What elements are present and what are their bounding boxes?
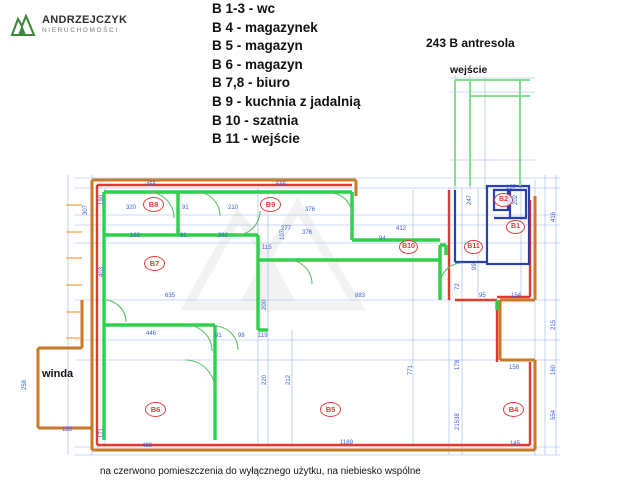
legend-item-b5: B 5 - magazyn (212, 38, 303, 54)
dimension-label: 154 (511, 293, 522, 299)
dimension-label-vertical: 771 (408, 364, 414, 375)
dimension-label-vertical: 178 (455, 359, 461, 370)
dimension-label-vertical: 215 (551, 319, 557, 330)
dimension-label: 262 (218, 233, 229, 239)
legend-item-b4: B 4 - magazynek (212, 19, 318, 35)
dimension-label-vertical: 403 (99, 266, 105, 277)
dimension-label: 488 (142, 443, 153, 449)
dimension-label: 210 (228, 205, 239, 211)
dimension-label: 158 (509, 365, 520, 371)
dimension-label: 94 (379, 236, 386, 242)
room-tag-b9: B9 (260, 197, 281, 212)
dimension-label: 277 (281, 226, 292, 232)
room-tag-b10: B10 (399, 240, 418, 254)
dimension-label: 145 (510, 441, 521, 447)
dimension-label: 1189 (340, 440, 353, 446)
dimension-label: 320 (126, 205, 137, 211)
room-tag-b2: B2 (494, 193, 513, 207)
dimension-label-vertical: 258 (22, 379, 28, 390)
room-tag-b5: B5 (320, 402, 341, 417)
dimension-label: 91 (215, 333, 222, 339)
dimension-label-vertical: 220 (262, 374, 268, 385)
legend-item-b9: B 9 - kuchnia z jadalnią (212, 93, 361, 109)
logo-title: ANDRZEJCZYK (42, 14, 128, 27)
dimension-label: 95 (479, 293, 486, 299)
dimension-label-vertical: 38 (455, 413, 461, 420)
dimension-label-vertical: 107 (280, 229, 286, 240)
dimension-label-vertical: 72 (455, 283, 461, 290)
room-tag-b11: B11 (464, 240, 483, 254)
dimension-label: 137 (506, 185, 517, 191)
dimension-label: 98 (238, 333, 245, 339)
room-tag-b7: B7 (144, 256, 165, 271)
dimension-label: 119 (258, 333, 268, 339)
dimension-label: 412 (396, 226, 407, 232)
dimension-label-vertical: 247 (467, 194, 473, 205)
footer-note: na czerwono pomieszczenia do wyłącznego użytku, na niebiesko wspólne (100, 466, 421, 477)
dimension-label-vertical: 171 (99, 427, 105, 438)
dimension-label: 185 (62, 427, 73, 433)
dimension-label-vertical: 160 (551, 364, 557, 375)
dimension-label: 91 (180, 233, 187, 239)
dimension-label: 162 (130, 233, 141, 239)
dimension-label-vertical: 307 (83, 204, 89, 215)
room-tag-b1: B1 (506, 220, 525, 234)
dimension-label-vertical: 202 (513, 194, 519, 205)
dimension-label: 91 (182, 205, 189, 211)
dimension-label-vertical: 215 (455, 419, 461, 430)
dimension-label-vertical: 200 (262, 299, 268, 310)
room-tag-b8: B8 (143, 197, 164, 212)
dimension-label: 455 (146, 182, 157, 188)
entrance-label: wejście (450, 64, 488, 76)
dimension-label: 376 (302, 230, 313, 236)
elevator-label: winda (42, 368, 74, 380)
legend-item-b10: B 10 - szatnia (212, 112, 299, 128)
dimension-label-vertical: 99 (472, 263, 478, 270)
dimension-label: 883 (355, 293, 366, 299)
dimension-label-vertical: 190 (99, 194, 105, 205)
dimension-label: 585 (276, 182, 287, 188)
dimension-label-vertical: 212 (286, 374, 292, 385)
dimension-label: 446 (146, 331, 157, 337)
legend-item-b78: B 7,8 - biuro (212, 75, 291, 91)
legend-item-b11: B 11 - wejście (212, 131, 300, 147)
dimension-label: 635 (165, 293, 176, 299)
dimension-label: 115 (262, 245, 272, 251)
room-tag-b6: B6 (145, 402, 166, 417)
logo-subtitle: NIERUCHOMOŚCI (42, 27, 119, 35)
dimension-label-vertical: 554 (551, 409, 557, 420)
legend-item-b6: B 6 - magazyn (212, 56, 303, 72)
dimension-label-vertical: 416 (551, 211, 557, 222)
legend-item-clipped: B 1-3 - wc (212, 1, 276, 16)
room-tag-b4: B4 (503, 402, 524, 417)
antresola-label: 243 B antresola (426, 36, 515, 50)
dimension-label: 376 (305, 207, 316, 213)
